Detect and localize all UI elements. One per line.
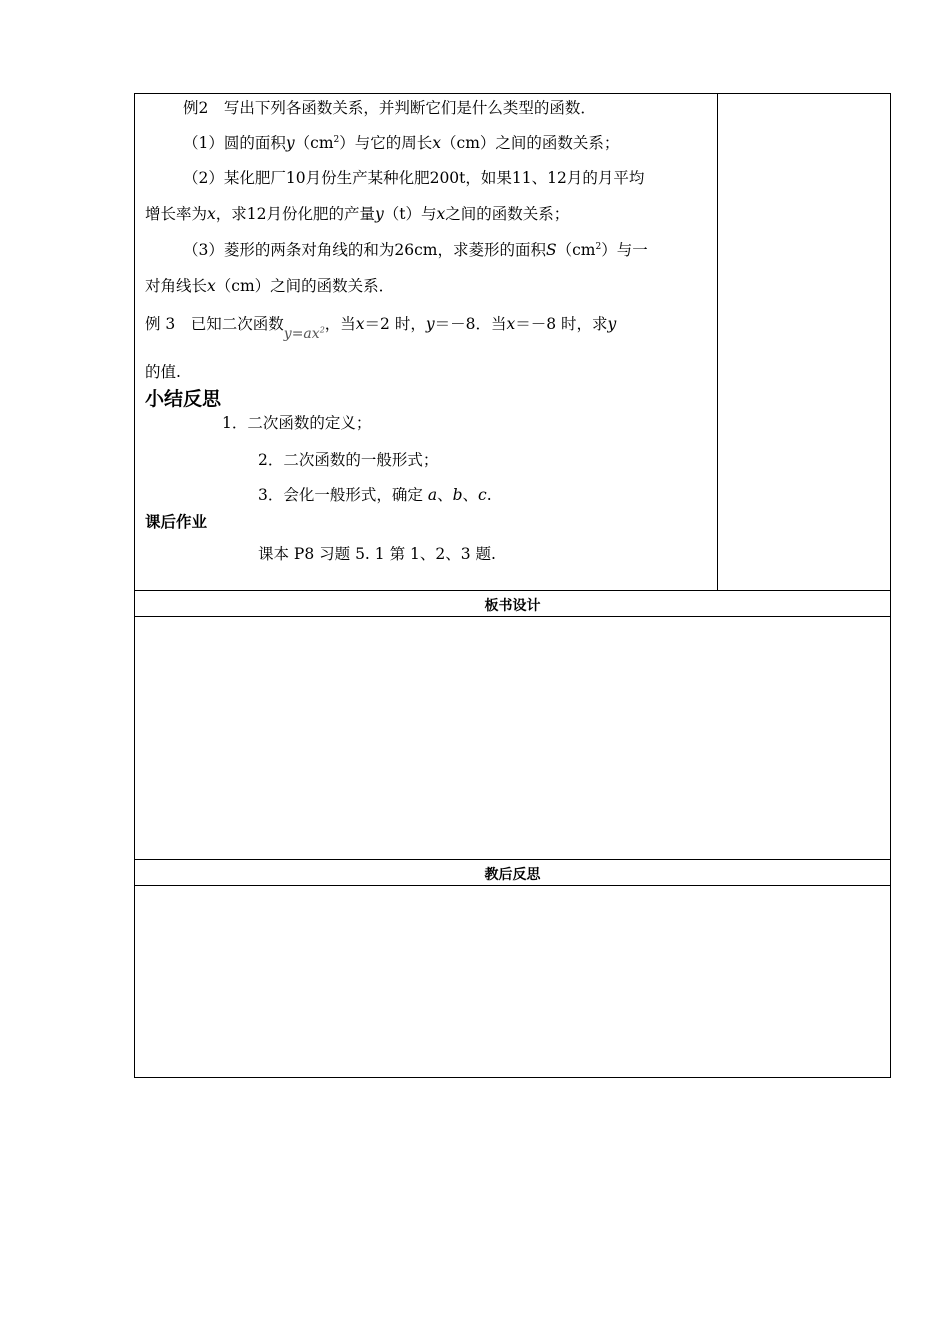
summary-heading: 小结反思	[145, 388, 222, 410]
example2-item2-line1: （2）某化肥厂10月份生产某种化肥200t，如果11、12月的月平均	[183, 169, 645, 187]
row-divider	[134, 616, 891, 617]
column-divider	[717, 93, 718, 591]
summary-item: 2．二次函数的一般形式；	[258, 451, 439, 469]
example2-item2-line2: 增长率为x，求12月份化肥的产量y（t）与x之间的函数关系；	[145, 205, 570, 223]
summary-item: 3．会化一般形式，确定 a、b、c.	[258, 486, 492, 504]
homework-heading: 课后作业	[145, 513, 208, 531]
board-design-header: 板书设计	[484, 598, 541, 614]
row-divider	[134, 885, 891, 886]
summary-item: 1．二次函数的定义；	[222, 414, 372, 432]
example2-item3-line1: （3）菱形的两条对角线的和为26cm，求菱形的面积$S(cm^2)$与一	[183, 241, 648, 259]
example2-item1: （1）圆的面积$y(cm^2)$与它的周长x（cm）之间的函数关系；	[183, 134, 620, 152]
reflection-header: 教后反思	[484, 867, 541, 883]
example2-title: 例2 写出下列各函数关系，并判断它们是什么类型的函数．	[183, 99, 596, 117]
homework-text: 课本 P8 习题 5. 1 第 1、2、3 题.	[258, 545, 496, 563]
example2-item3-line2: 对角线长x（cm）之间的函数关系．	[145, 277, 395, 295]
quadratic-formula: $y=ax^2$	[283, 325, 325, 342]
example3-line1: 例 3 已知二次函数$y=ax^2$，当x＝2 时，y＝－8．当x＝－8 时，求y	[145, 315, 617, 342]
row-divider	[134, 859, 891, 860]
row-divider	[134, 590, 891, 591]
example3-line2: 的值.	[145, 363, 181, 381]
